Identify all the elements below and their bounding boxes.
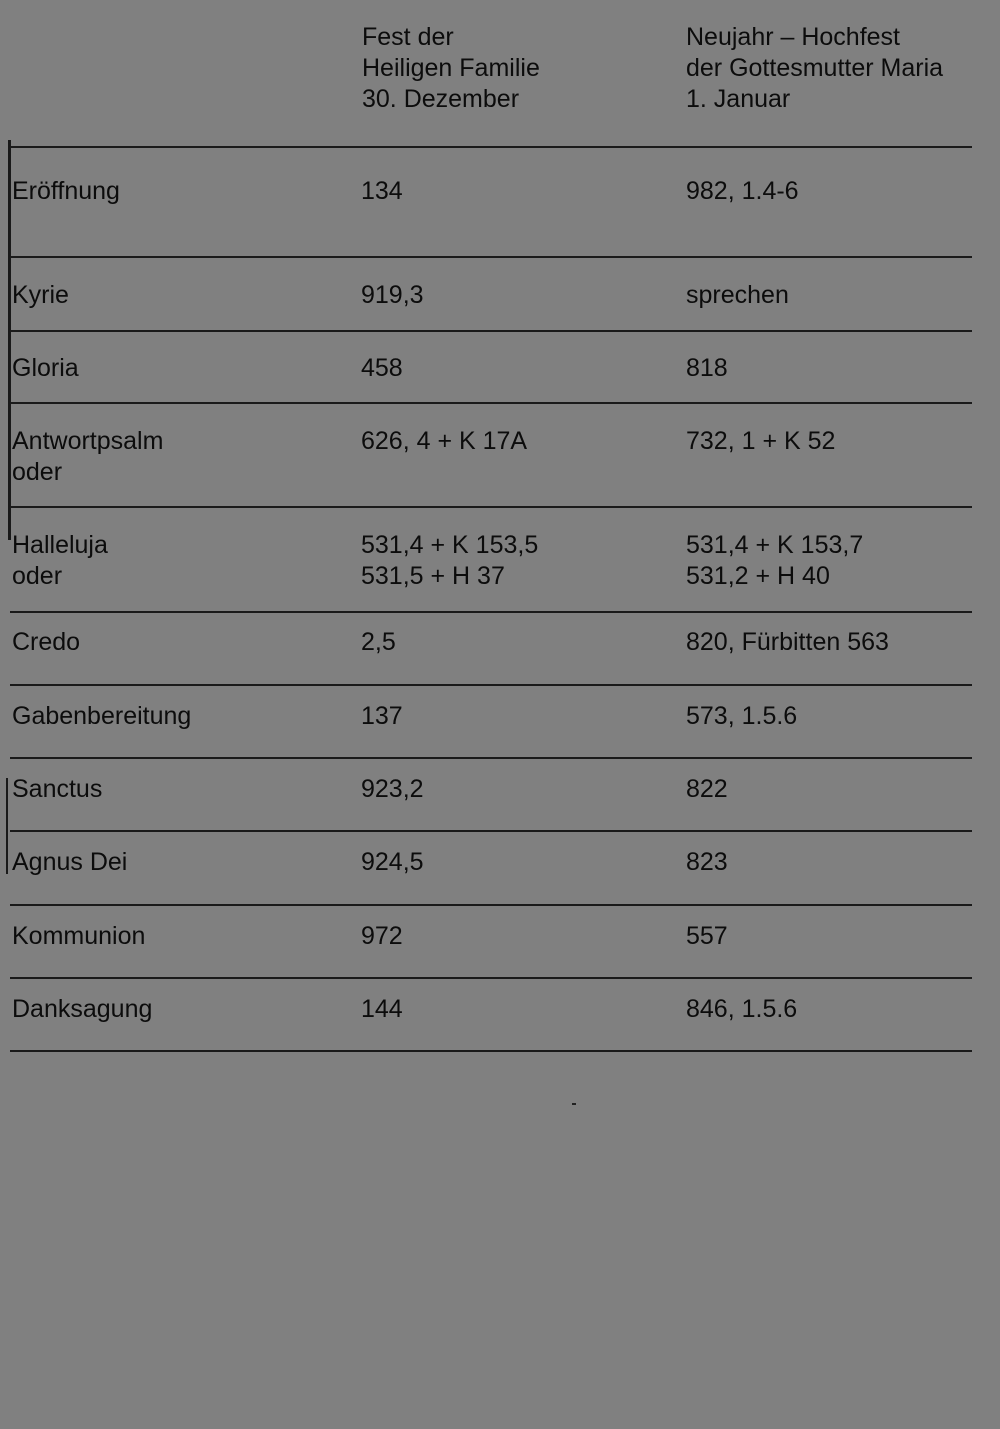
cell-line: 144 <box>361 995 403 1023</box>
new-year-songs <box>686 701 797 732</box>
new-year-songs <box>686 280 789 311</box>
left-margin-bar-lower <box>6 778 8 874</box>
cell-line: Danksagung <box>12 995 153 1023</box>
holy-family-songs <box>361 921 403 952</box>
new-year-songs <box>686 176 799 207</box>
cell-line: oder <box>12 458 63 486</box>
new-year-songs <box>686 774 728 805</box>
cell-line: 982, 1.4-6 <box>686 177 799 205</box>
cell-line: Agnus Dei <box>12 848 128 876</box>
row-divider <box>10 402 972 404</box>
header-line: Neujahr – Hochfest <box>686 23 901 51</box>
holy-family-songs <box>361 847 424 878</box>
cell-line: 557 <box>686 922 728 950</box>
holy-family-songs <box>361 627 396 658</box>
header-line: Heiligen Familie <box>362 54 540 82</box>
row-divider <box>10 256 972 258</box>
cell-line: 531,4 + K 153,7 <box>686 531 864 559</box>
left-margin-bar <box>8 140 11 540</box>
holy-family-songs <box>361 353 403 384</box>
row-divider <box>10 330 972 332</box>
cell-line: 531,2 + H 40 <box>686 562 830 590</box>
new-year-songs <box>686 426 835 457</box>
liturgy-part <box>12 530 108 592</box>
scan-speck <box>572 1103 576 1105</box>
holy-family-songs <box>361 701 403 732</box>
cell-line: 626, 4 + K 17A <box>361 427 528 455</box>
cell-line: 732, 1 + K 52 <box>686 427 836 455</box>
cell-line: Halleluja <box>12 531 108 559</box>
liturgy-part <box>12 176 120 207</box>
cell-line: 137 <box>361 702 403 730</box>
cell-line: Gloria <box>12 354 79 382</box>
new-year-songs <box>686 994 797 1025</box>
cell-line: Kommunion <box>12 922 146 950</box>
cell-line: 2,5 <box>361 628 396 656</box>
column-header-holy-family <box>362 22 540 115</box>
cell-line: Credo <box>12 628 81 656</box>
header-line: 30. Dezember <box>362 85 520 113</box>
new-year-songs <box>686 627 889 658</box>
cell-line: 820, Fürbitten 563 <box>686 628 889 656</box>
cell-line: 134 <box>361 177 403 205</box>
new-year-songs <box>686 921 728 952</box>
liturgy-part <box>12 847 127 878</box>
holy-family-songs <box>361 774 424 805</box>
holy-family-songs <box>361 530 538 592</box>
liturgy-part <box>12 921 145 952</box>
cell-line: 818 <box>686 354 728 382</box>
cell-line: 972 <box>361 922 403 950</box>
holy-family-songs <box>361 176 403 207</box>
cell-line: Gabenbereitung <box>12 702 192 730</box>
cell-line: Antwortpsalm <box>12 427 164 455</box>
cell-line: 531,5 + H 37 <box>361 562 505 590</box>
cell-line: Sanctus <box>12 775 103 803</box>
new-year-songs <box>686 353 728 384</box>
row-divider <box>10 977 972 979</box>
row-divider <box>10 506 972 508</box>
new-year-songs <box>686 530 863 592</box>
cell-line: 823 <box>686 848 728 876</box>
row-divider <box>10 1050 972 1052</box>
liturgy-part <box>12 280 69 311</box>
cell-line: Kyrie <box>12 281 69 309</box>
cell-line: 924,5 <box>361 848 424 876</box>
row-divider <box>10 611 972 613</box>
cell-line: 919,3 <box>361 281 424 309</box>
column-header-new-year <box>686 22 943 115</box>
holy-family-songs <box>361 426 527 457</box>
liturgy-part <box>12 627 80 658</box>
cell-line: sprechen <box>686 281 789 309</box>
liturgy-part <box>12 701 191 732</box>
row-divider <box>10 146 972 148</box>
cell-line: Eröffnung <box>12 177 120 205</box>
holy-family-songs <box>361 280 424 311</box>
cell-line: 573, 1.5.6 <box>686 702 798 730</box>
new-year-songs <box>686 847 728 878</box>
liturgy-part <box>12 426 163 488</box>
row-divider <box>10 757 972 759</box>
cell-line: 458 <box>361 354 403 382</box>
header-line: Fest der <box>362 23 454 51</box>
header-line: 1. Januar <box>686 85 791 113</box>
liturgy-part <box>12 774 102 805</box>
liturgy-part <box>12 994 152 1025</box>
cell-line: 846, 1.5.6 <box>686 995 798 1023</box>
liturgy-part <box>12 353 79 384</box>
row-divider <box>10 830 972 832</box>
cell-line: 531,4 + K 153,5 <box>361 531 539 559</box>
cell-line: 822 <box>686 775 728 803</box>
cell-line: 923,2 <box>361 775 424 803</box>
row-divider <box>10 684 972 686</box>
cell-line: oder <box>12 562 63 590</box>
holy-family-songs <box>361 994 403 1025</box>
row-divider <box>10 904 972 906</box>
header-line: der Gottesmutter Maria <box>686 54 944 82</box>
